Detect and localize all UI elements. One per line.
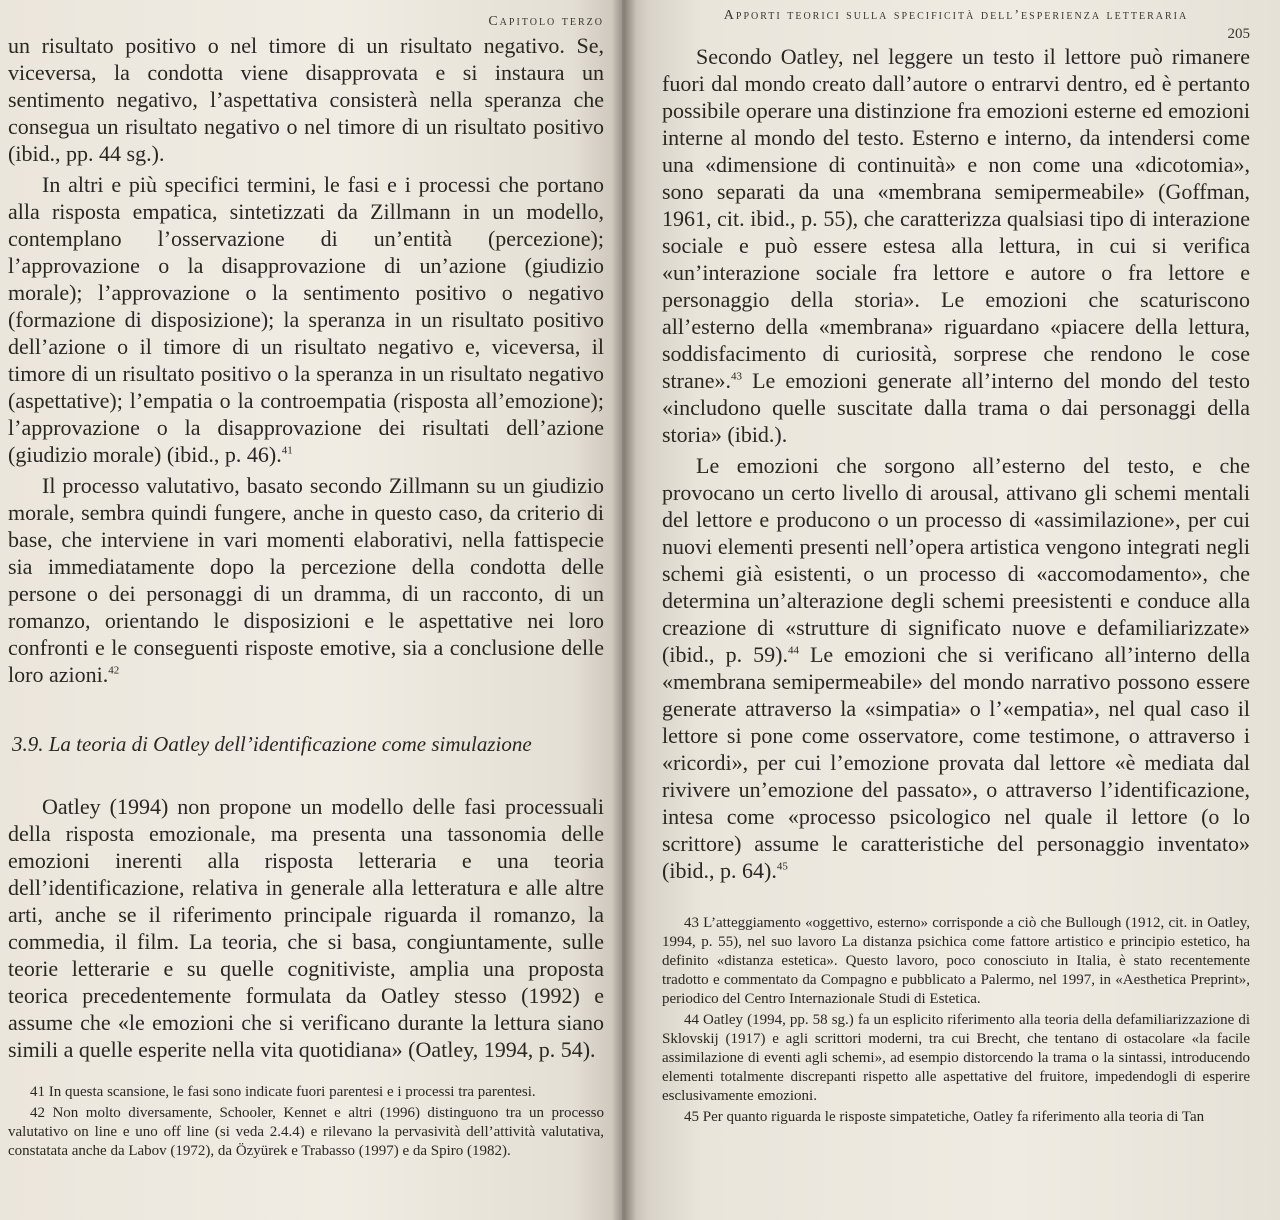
footnote-ref-44: 44 [787,644,799,657]
paragraph-oatley-membrane-text: Secondo Oatley, nel leggere un testo il lettore può rimanere fuori dal mondo creato dall’autore o entrarvi dentro, ed è pertanto possibile operare una distinzione fra emozioni esterne ed emozioni interne al mondo del testo. Esterno e interno, da intendersi come una «dimensione di continuità» e non come una «dicotomia», sono separati da una «membrana semipermeabile» (Goffman, 1961, cit. ibid., p. 55), che caratterizza qualsiasi tipo di interazione sociale e può essere estesa alla lettura, in cui si verifica «un’interazione sociale fra lettore e autore o fra lettore e personaggio della storia». Le emozioni che scaturiscono all’esterno della «membrana» riguardano «piacere della lettura, soddisfacimento di curiosità, sorprese che rendono le cose strane». [662,44,1250,393]
right-page [622,0,1280,1220]
running-head-right: Apporti teorici sulla specificità dell’esperienza letteraria [723,8,1189,23]
paragraph-valutative-process-text: Il processo valutativo, basato secondo Zillmann su un giudizio morale, sembra quindi fungere, anche in questo caso, da criterio di base, che interviene in vari momenti elaborativi, nella fattispecie sia immediatamente dopo la percezione della condotta delle persone o dei personaggi di un dramma, di un racconto, di un romanzo, orientando le disposizioni e le aspettative nei loro confronti e le conseguenti risposte emotive, sia a conclusione delle loro azioni. [8,473,604,687]
book-gutter-shadow [612,0,636,1220]
footnote-42: 42 Non molto diversamente, Schooler, Kennet e altri (1996) distinguono tra un processo valutativo on line e uno off line (si veda 2.4.4) e rilevano la pervasività dell’attività valutativa, constatata anche da Labov (1972), da Özyürek e Trabasso (1997) e da Spiro (1982). [8,1105,604,1159]
paragraph-zillmann-phases [8,171,604,468]
footnote-ref-45: 45 [776,860,788,873]
footnote-44: 44 Oatley (1994, pp. 58 sg.) fa un esplicito riferimento alla teoria della defamiliarizzazione di Sklovskij (1917) e agli scrittori moderni, tra cui Brecht, che tentano di ostacolare «la facile assimilazione di eventi agli schemi», ad esempio distorcendo la trama o la sintassi, introducendo elementi totalmente discrepanti rispetto alle aspettative del fruitore, impedendogli di esperire esclusivamente emozioni. [662,1012,1250,1104]
footnotes-left [8,1083,604,1161]
footnote-41: 41 In questa scansione, le fasi sono indicate fuori parentesi e i processi tra parentesi. [30,1084,536,1100]
paragraph-oatley-1994: Oatley (1994) non propone un modello delle fasi processuali della risposta emozionale, ma presenta una tassonomia delle emozioni inerenti alla risposta letteraria e una teoria dell’identificazione, relativa in generale alla letteratura e alle altre arti, anche se il riferimento principale riguarda il romanzo, la commedia, il film. La teoria, che si basa, congiuntamente, sulle teorie letterarie e su quelle cognitiviste, amplia una proposta teorica precedentemente formulata da Oatley stesso (1992) e assume che «le emozioni che si verificano durante la lettura siano simili a quelle esperite nella vita quotidiana» (Oatley, 1994, p. 54). [8,794,604,1062]
footnote-45: 45 Per quanto riguarda le risposte simpatetiche, Oatley fa riferimento alla teoria di Tan [684,1109,1205,1125]
footnote-ref-41: 41 [281,444,293,457]
footnote-ref-43: 43 [731,370,743,383]
paragraph-valutative-process [8,472,604,688]
paragraph-external-emotions-text: Le emozioni che sorgono all’esterno del testo, e che provocano un certo livello di arousal, attivano gli schemi mentali del lettore e producono o un processo di «assimilazione», per cui nuovi elementi presenti nell’opera artistica vengono integrati negli schemi già esistenti, o un processo di «accomodamento», che determina un’alterazione degli schemi preesistenti e conduce alla creazione di «strutture di significato nuove e defamiliarizzate» (ibid., p. 59). [662,453,1250,667]
footnote-43: 43 L’atteggiamento «oggettivo, esterno» corrisponde a ciò che Bullough (1912, cit. in Oatley, 1994, p. 55), nel suo lavoro La distanza psichica come fattore artistico e principio estetico, ha definito «distanza estetica». Questo lavoro, poco conosciuto in Italia, è stato recentemente tradotto e commentato da Compagno e pubblicato a Palermo, nel 1997, in «Aesthetica Preprint», periodico del Centro Internazionale Studi di Estetica. [662,915,1250,1007]
paragraph-external-emotions [662,452,1250,884]
footnote-ref-42: 42 [108,664,120,677]
paragraph-oatley-membrane [662,43,1250,448]
paragraph-oatley-membrane-tail: Le emozioni generate all’interno del mondo del testo «includono quelle suscitate dalla trama o dai personaggi della storia» (ibid.). [662,368,1250,447]
page-number: 205 [1227,26,1250,42]
paragraph-zillmann-phases-text: In altri e più specifici termini, le fasi e i processi che portano alla risposta empatica, sintetizzati da Zillmann in un modello, contemplano l’osservazione di un’entità (percezione); l’approvazione o la disapprovazione di un’azione (giudizio morale); l’approvazione o la sentimento positivo o negativo (formazione di disposizione); la speranza in un risultato positivo dell’azione o il timore di un risultato negativo e, viceversa, il timore di un risultato positivo o la speranza in un risultato negativo (aspettative); l’empatia o la controempatia (risposta all’emozione); l’approvazione o la disapprovazione dei risultati dell’azione (giudizio morale) (ibid., p. 46). [8,172,604,467]
paragraph-continuation: un risultato positivo o nel timore di un risultato negativo. Se, viceversa, la condotta viene disapprovata e si instaura un sentimento negativo, l’aspettativa consisterà nella speranza che consegua un risultato negativo o nel timore di un risultato positivo (ibid., pp. 44 sg.). [8,33,604,166]
footnotes-right [662,914,1250,1127]
section-heading: 3.9. La teoria di Oatley dell’identificazione come simulazione [12,732,532,756]
running-head-left: Capitolo terzo [488,14,604,29]
paragraph-external-emotions-tail: Le emozioni che si verificano all’interno della «membrana semipermeabile» del mondo narrativo possono essere generate attraverso la «simpatia» o l’«empatia», nel qual caso il lettore si pone come osservatore, come testimone, o attraverso i «ricordi», per cui l’emozione provata dal lettore «è mediata dal rivivere un’emozione del passato», o attraverso l’identificazione, intesa come «processo psicologico nel quale il lettore (o lo scrittore) assume le caratteristiche del personaggio inventato» (ibid., p. 64). [662,642,1250,883]
left-page [0,0,622,1220]
